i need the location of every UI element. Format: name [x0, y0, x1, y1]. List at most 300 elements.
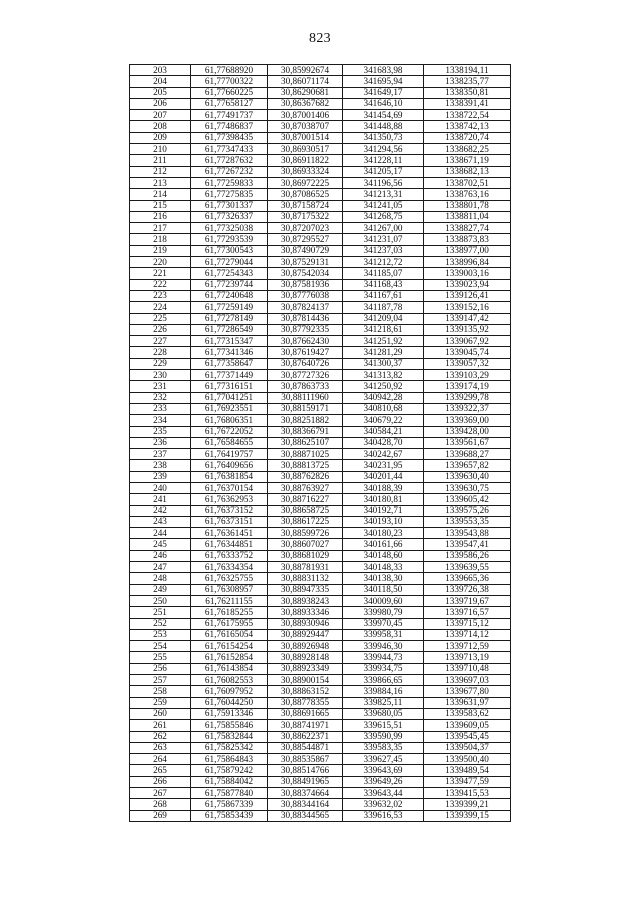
coordinates-table-body — [130, 65, 511, 822]
x-coordinate-cell: 340161,66 — [343, 539, 424, 550]
x-coordinate-cell: 340192,71 — [343, 505, 424, 516]
y-coordinate-cell: 1339697,03 — [424, 675, 511, 686]
x-coordinate-cell: 339970,45 — [343, 618, 424, 629]
latitude-cell: 61,76143854 — [191, 663, 268, 674]
latitude-cell: 61,77279044 — [191, 257, 268, 268]
point-number-cell: 252 — [130, 618, 191, 629]
x-coordinate-cell: 339632,02 — [343, 799, 424, 810]
longitude-cell: 30,88930946 — [268, 618, 343, 629]
table-row — [130, 663, 511, 674]
latitude-cell: 61,77325038 — [191, 223, 268, 234]
x-coordinate-cell: 339946,30 — [343, 641, 424, 652]
longitude-cell: 30,87175322 — [268, 211, 343, 222]
longitude-cell: 30,87207023 — [268, 223, 343, 234]
y-coordinate-cell: 1339545,45 — [424, 731, 511, 742]
y-coordinate-cell: 1339322,37 — [424, 403, 511, 414]
x-coordinate-cell: 339958,31 — [343, 629, 424, 640]
table-row — [130, 573, 511, 584]
table-row — [130, 708, 511, 719]
point-number-cell: 233 — [130, 403, 191, 414]
x-coordinate-cell: 340679,22 — [343, 415, 424, 426]
x-coordinate-cell: 340138,30 — [343, 573, 424, 584]
table-row — [130, 268, 511, 279]
table-row — [130, 245, 511, 256]
point-number-cell: 243 — [130, 516, 191, 527]
table-row — [130, 234, 511, 245]
point-number-cell: 223 — [130, 290, 191, 301]
x-coordinate-cell: 341231,07 — [343, 234, 424, 245]
x-coordinate-cell: 341241,05 — [343, 200, 424, 211]
x-coordinate-cell: 341268,75 — [343, 211, 424, 222]
x-coordinate-cell: 339649,26 — [343, 776, 424, 787]
table-row — [130, 720, 511, 731]
point-number-cell: 264 — [130, 754, 191, 765]
longitude-cell: 30,88111960 — [268, 392, 343, 403]
x-coordinate-cell: 341267,00 — [343, 223, 424, 234]
latitude-cell: 61,77341346 — [191, 347, 268, 358]
table-row — [130, 211, 511, 222]
y-coordinate-cell: 1339713,19 — [424, 652, 511, 663]
latitude-cell: 61,76333752 — [191, 550, 268, 561]
longitude-cell: 30,87662430 — [268, 336, 343, 347]
y-coordinate-cell: 1339630,75 — [424, 482, 511, 493]
latitude-cell: 61,77315347 — [191, 336, 268, 347]
table-row — [130, 595, 511, 606]
longitude-cell: 30,87038707 — [268, 121, 343, 132]
point-number-cell: 221 — [130, 268, 191, 279]
table-row — [130, 155, 511, 166]
x-coordinate-cell: 341294,56 — [343, 144, 424, 155]
y-coordinate-cell: 1338827,74 — [424, 223, 511, 234]
latitude-cell: 61,77700322 — [191, 76, 268, 87]
y-coordinate-cell: 1339716,57 — [424, 607, 511, 618]
latitude-cell: 61,77041251 — [191, 392, 268, 403]
point-number-cell: 203 — [130, 65, 191, 76]
longitude-cell: 30,88251882 — [268, 415, 343, 426]
point-number-cell: 211 — [130, 155, 191, 166]
longitude-cell: 30,87490729 — [268, 245, 343, 256]
y-coordinate-cell: 1339586,26 — [424, 550, 511, 561]
y-coordinate-cell: 1338682,13 — [424, 166, 511, 177]
longitude-cell: 30,88929447 — [268, 629, 343, 640]
latitude-cell: 61,77398435 — [191, 132, 268, 143]
y-coordinate-cell: 1339477,59 — [424, 776, 511, 787]
table-row — [130, 98, 511, 109]
point-number-cell: 240 — [130, 482, 191, 493]
x-coordinate-cell: 340193,10 — [343, 516, 424, 527]
table-row — [130, 799, 511, 810]
y-coordinate-cell: 1339489,54 — [424, 765, 511, 776]
longitude-cell: 30,88344565 — [268, 810, 343, 821]
point-number-cell: 258 — [130, 686, 191, 697]
latitude-cell: 61,77259149 — [191, 302, 268, 313]
y-coordinate-cell: 1339415,53 — [424, 788, 511, 799]
y-coordinate-cell: 1339631,97 — [424, 697, 511, 708]
y-coordinate-cell: 1339399,15 — [424, 810, 511, 821]
table-row — [130, 76, 511, 87]
latitude-cell: 61,77688920 — [191, 65, 268, 76]
y-coordinate-cell: 1339174,19 — [424, 381, 511, 392]
latitude-cell: 61,77358647 — [191, 358, 268, 369]
y-coordinate-cell: 1338977,00 — [424, 245, 511, 256]
longitude-cell: 30,88813725 — [268, 460, 343, 471]
longitude-cell: 30,87727326 — [268, 370, 343, 381]
y-coordinate-cell: 1339299,78 — [424, 392, 511, 403]
point-number-cell: 241 — [130, 494, 191, 505]
longitude-cell: 30,88716227 — [268, 494, 343, 505]
y-coordinate-cell: 1338671,19 — [424, 155, 511, 166]
point-number-cell: 220 — [130, 257, 191, 268]
x-coordinate-cell: 341168,43 — [343, 279, 424, 290]
longitude-cell: 30,86911822 — [268, 155, 343, 166]
point-number-cell: 261 — [130, 720, 191, 731]
point-number-cell: 238 — [130, 460, 191, 471]
longitude-cell: 30,87001514 — [268, 132, 343, 143]
point-number-cell: 250 — [130, 595, 191, 606]
latitude-cell: 61,75864843 — [191, 754, 268, 765]
longitude-cell: 30,88607027 — [268, 539, 343, 550]
table-row — [130, 324, 511, 335]
x-coordinate-cell: 341695,94 — [343, 76, 424, 87]
table-row — [130, 550, 511, 561]
table-row — [130, 516, 511, 527]
point-number-cell: 227 — [130, 336, 191, 347]
longitude-cell: 30,88926948 — [268, 641, 343, 652]
x-coordinate-cell: 339944,73 — [343, 652, 424, 663]
table-row — [130, 132, 511, 143]
longitude-cell: 30,88535867 — [268, 754, 343, 765]
longitude-cell: 30,88900154 — [268, 675, 343, 686]
x-coordinate-cell: 339866,65 — [343, 675, 424, 686]
y-coordinate-cell: 1339057,32 — [424, 358, 511, 369]
x-coordinate-cell: 341251,92 — [343, 336, 424, 347]
y-coordinate-cell: 1339547,41 — [424, 539, 511, 550]
point-number-cell: 210 — [130, 144, 191, 155]
point-number-cell: 245 — [130, 539, 191, 550]
y-coordinate-cell: 1339500,40 — [424, 754, 511, 765]
x-coordinate-cell: 340009,60 — [343, 595, 424, 606]
longitude-cell: 30,88374664 — [268, 788, 343, 799]
table-row — [130, 505, 511, 516]
y-coordinate-cell: 1339003,16 — [424, 268, 511, 279]
x-coordinate-cell: 340118,50 — [343, 584, 424, 595]
point-number-cell: 213 — [130, 177, 191, 188]
x-coordinate-cell: 339643,44 — [343, 788, 424, 799]
table-row — [130, 290, 511, 301]
latitude-cell: 61,76806351 — [191, 415, 268, 426]
longitude-cell: 30,88625107 — [268, 437, 343, 448]
y-coordinate-cell: 1339023,94 — [424, 279, 511, 290]
point-number-cell: 231 — [130, 381, 191, 392]
y-coordinate-cell: 1339561,67 — [424, 437, 511, 448]
y-coordinate-cell: 1339630,40 — [424, 471, 511, 482]
latitude-cell: 61,76044250 — [191, 697, 268, 708]
x-coordinate-cell: 341209,04 — [343, 313, 424, 324]
longitude-cell: 30,88159171 — [268, 403, 343, 414]
table-row — [130, 494, 511, 505]
longitude-cell: 30,88617225 — [268, 516, 343, 527]
table-row — [130, 742, 511, 753]
x-coordinate-cell: 340942,28 — [343, 392, 424, 403]
table-row — [130, 776, 511, 787]
point-number-cell: 263 — [130, 742, 191, 753]
table-row — [130, 223, 511, 234]
table-row — [130, 675, 511, 686]
y-coordinate-cell: 1339712,59 — [424, 641, 511, 652]
latitude-cell: 61,76419757 — [191, 449, 268, 460]
x-coordinate-cell: 339615,51 — [343, 720, 424, 731]
x-coordinate-cell: 341649,17 — [343, 87, 424, 98]
y-coordinate-cell: 1338873,83 — [424, 234, 511, 245]
y-coordinate-cell: 1339543,88 — [424, 528, 511, 539]
y-coordinate-cell: 1339714,12 — [424, 629, 511, 640]
point-number-cell: 260 — [130, 708, 191, 719]
point-number-cell: 235 — [130, 426, 191, 437]
latitude-cell: 61,75877840 — [191, 788, 268, 799]
table-row — [130, 403, 511, 414]
y-coordinate-cell: 1339428,00 — [424, 426, 511, 437]
latitude-cell: 61,76722052 — [191, 426, 268, 437]
x-coordinate-cell: 341205,17 — [343, 166, 424, 177]
table-row — [130, 302, 511, 313]
point-number-cell: 262 — [130, 731, 191, 742]
point-number-cell: 212 — [130, 166, 191, 177]
latitude-cell: 61,76373151 — [191, 516, 268, 527]
latitude-cell: 61,77287632 — [191, 155, 268, 166]
table-row — [130, 381, 511, 392]
point-number-cell: 206 — [130, 98, 191, 109]
latitude-cell: 61,75853439 — [191, 810, 268, 821]
latitude-cell: 61,76082553 — [191, 675, 268, 686]
y-coordinate-cell: 1338682,25 — [424, 144, 511, 155]
latitude-cell: 61,76334354 — [191, 562, 268, 573]
y-coordinate-cell: 1338763,16 — [424, 189, 511, 200]
x-coordinate-cell: 340148,60 — [343, 550, 424, 561]
longitude-cell: 30,88491965 — [268, 776, 343, 787]
point-number-cell: 236 — [130, 437, 191, 448]
latitude-cell: 61,77240648 — [191, 290, 268, 301]
table-row — [130, 618, 511, 629]
x-coordinate-cell: 341218,61 — [343, 324, 424, 335]
point-number-cell: 268 — [130, 799, 191, 810]
latitude-cell: 61,76325755 — [191, 573, 268, 584]
table-row — [130, 110, 511, 121]
y-coordinate-cell: 1338722,54 — [424, 110, 511, 121]
latitude-cell: 61,75855846 — [191, 720, 268, 731]
table-row — [130, 313, 511, 324]
y-coordinate-cell: 1339103,29 — [424, 370, 511, 381]
longitude-cell: 30,88762826 — [268, 471, 343, 482]
point-number-cell: 214 — [130, 189, 191, 200]
point-number-cell: 257 — [130, 675, 191, 686]
table-row — [130, 415, 511, 426]
x-coordinate-cell: 339616,53 — [343, 810, 424, 821]
longitude-cell: 30,86972225 — [268, 177, 343, 188]
latitude-cell: 61,75825342 — [191, 742, 268, 753]
longitude-cell: 30,88781931 — [268, 562, 343, 573]
latitude-cell: 61,77293539 — [191, 234, 268, 245]
y-coordinate-cell: 1338811,04 — [424, 211, 511, 222]
longitude-cell: 30,88763927 — [268, 482, 343, 493]
table-row — [130, 788, 511, 799]
latitude-cell: 61,77316151 — [191, 381, 268, 392]
table-row — [130, 392, 511, 403]
table-row — [130, 754, 511, 765]
latitude-cell: 61,76211155 — [191, 595, 268, 606]
point-number-cell: 229 — [130, 358, 191, 369]
latitude-cell: 61,77259833 — [191, 177, 268, 188]
point-number-cell: 247 — [130, 562, 191, 573]
point-number-cell: 222 — [130, 279, 191, 290]
y-coordinate-cell: 1338801,78 — [424, 200, 511, 211]
point-number-cell: 242 — [130, 505, 191, 516]
latitude-cell: 61,77254343 — [191, 268, 268, 279]
point-number-cell: 207 — [130, 110, 191, 121]
x-coordinate-cell: 341237,03 — [343, 245, 424, 256]
latitude-cell: 61,77326337 — [191, 211, 268, 222]
longitude-cell: 30,88928148 — [268, 652, 343, 663]
latitude-cell: 61,77300543 — [191, 245, 268, 256]
y-coordinate-cell: 1338350,81 — [424, 87, 511, 98]
y-coordinate-cell: 1338996,84 — [424, 257, 511, 268]
table-row — [130, 358, 511, 369]
latitude-cell: 61,76165054 — [191, 629, 268, 640]
point-number-cell: 234 — [130, 415, 191, 426]
latitude-cell: 61,76152854 — [191, 652, 268, 663]
latitude-cell: 61,76185255 — [191, 607, 268, 618]
latitude-cell: 61,75879242 — [191, 765, 268, 776]
point-number-cell: 208 — [130, 121, 191, 132]
table-row — [130, 177, 511, 188]
point-number-cell: 204 — [130, 76, 191, 87]
latitude-cell: 61,75832844 — [191, 731, 268, 742]
x-coordinate-cell: 339627,45 — [343, 754, 424, 765]
y-coordinate-cell: 1339609,05 — [424, 720, 511, 731]
y-coordinate-cell: 1338742,13 — [424, 121, 511, 132]
y-coordinate-cell: 1339583,62 — [424, 708, 511, 719]
latitude-cell: 61,76361451 — [191, 528, 268, 539]
longitude-cell: 30,87824137 — [268, 302, 343, 313]
latitude-cell: 61,76362953 — [191, 494, 268, 505]
x-coordinate-cell: 341350,73 — [343, 132, 424, 143]
y-coordinate-cell: 1339045,74 — [424, 347, 511, 358]
x-coordinate-cell: 341300,37 — [343, 358, 424, 369]
point-number-cell: 209 — [130, 132, 191, 143]
y-coordinate-cell: 1339719,67 — [424, 595, 511, 606]
longitude-cell: 30,88681029 — [268, 550, 343, 561]
point-number-cell: 267 — [130, 788, 191, 799]
point-number-cell: 224 — [130, 302, 191, 313]
point-number-cell: 254 — [130, 641, 191, 652]
table-row — [130, 471, 511, 482]
y-coordinate-cell: 1339715,12 — [424, 618, 511, 629]
x-coordinate-cell: 340584,21 — [343, 426, 424, 437]
point-number-cell: 255 — [130, 652, 191, 663]
longitude-cell: 30,88947335 — [268, 584, 343, 595]
y-coordinate-cell: 1339399,21 — [424, 799, 511, 810]
latitude-cell: 61,77286549 — [191, 324, 268, 335]
x-coordinate-cell: 339643,69 — [343, 765, 424, 776]
longitude-cell: 30,87086525 — [268, 189, 343, 200]
point-number-cell: 266 — [130, 776, 191, 787]
latitude-cell: 61,75913346 — [191, 708, 268, 719]
longitude-cell: 30,86367682 — [268, 98, 343, 109]
latitude-cell: 61,77275835 — [191, 189, 268, 200]
longitude-cell: 30,87640726 — [268, 358, 343, 369]
table-row — [130, 697, 511, 708]
x-coordinate-cell: 340148,33 — [343, 562, 424, 573]
y-coordinate-cell: 1339575,26 — [424, 505, 511, 516]
y-coordinate-cell: 1339067,92 — [424, 336, 511, 347]
latitude-cell: 61,76923551 — [191, 403, 268, 414]
latitude-cell: 61,77347433 — [191, 144, 268, 155]
table-row — [130, 652, 511, 663]
latitude-cell: 61,77491737 — [191, 110, 268, 121]
y-coordinate-cell: 1339553,35 — [424, 516, 511, 527]
latitude-cell: 61,77239744 — [191, 279, 268, 290]
table-row — [130, 347, 511, 358]
longitude-cell: 30,87581936 — [268, 279, 343, 290]
longitude-cell: 30,88933346 — [268, 607, 343, 618]
y-coordinate-cell: 1339126,41 — [424, 290, 511, 301]
table-row — [130, 121, 511, 132]
longitude-cell: 30,88599726 — [268, 528, 343, 539]
x-coordinate-cell: 341167,61 — [343, 290, 424, 301]
table-row — [130, 449, 511, 460]
longitude-cell: 30,87863733 — [268, 381, 343, 392]
y-coordinate-cell: 1338702,51 — [424, 177, 511, 188]
latitude-cell: 61,76344851 — [191, 539, 268, 550]
longitude-cell: 30,88938243 — [268, 595, 343, 606]
y-coordinate-cell: 1339657,82 — [424, 460, 511, 471]
x-coordinate-cell: 339884,16 — [343, 686, 424, 697]
table-row — [130, 144, 511, 155]
point-number-cell: 248 — [130, 573, 191, 584]
point-number-cell: 253 — [130, 629, 191, 640]
page-number: 823 — [309, 31, 331, 46]
latitude-cell: 61,76584655 — [191, 437, 268, 448]
x-coordinate-cell: 339590,99 — [343, 731, 424, 742]
table-row — [130, 562, 511, 573]
table-row — [130, 65, 511, 76]
latitude-cell: 61,77371449 — [191, 370, 268, 381]
x-coordinate-cell: 340231,95 — [343, 460, 424, 471]
point-number-cell: 228 — [130, 347, 191, 358]
point-number-cell: 246 — [130, 550, 191, 561]
longitude-cell: 30,86290681 — [268, 87, 343, 98]
x-coordinate-cell: 340242,67 — [343, 449, 424, 460]
point-number-cell: 232 — [130, 392, 191, 403]
latitude-cell: 61,76409656 — [191, 460, 268, 471]
point-number-cell: 256 — [130, 663, 191, 674]
latitude-cell: 61,77486837 — [191, 121, 268, 132]
longitude-cell: 30,87776038 — [268, 290, 343, 301]
longitude-cell: 30,87792335 — [268, 324, 343, 335]
latitude-cell: 61,77301337 — [191, 200, 268, 211]
point-number-cell: 217 — [130, 223, 191, 234]
point-number-cell: 265 — [130, 765, 191, 776]
y-coordinate-cell: 1339369,00 — [424, 415, 511, 426]
latitude-cell: 61,75884042 — [191, 776, 268, 787]
y-coordinate-cell: 1339147,42 — [424, 313, 511, 324]
latitude-cell: 61,77660225 — [191, 87, 268, 98]
table-row — [130, 87, 511, 98]
table-row — [130, 166, 511, 177]
table-row — [130, 584, 511, 595]
x-coordinate-cell: 341228,11 — [343, 155, 424, 166]
longitude-cell: 30,87529131 — [268, 257, 343, 268]
longitude-cell: 30,87814436 — [268, 313, 343, 324]
